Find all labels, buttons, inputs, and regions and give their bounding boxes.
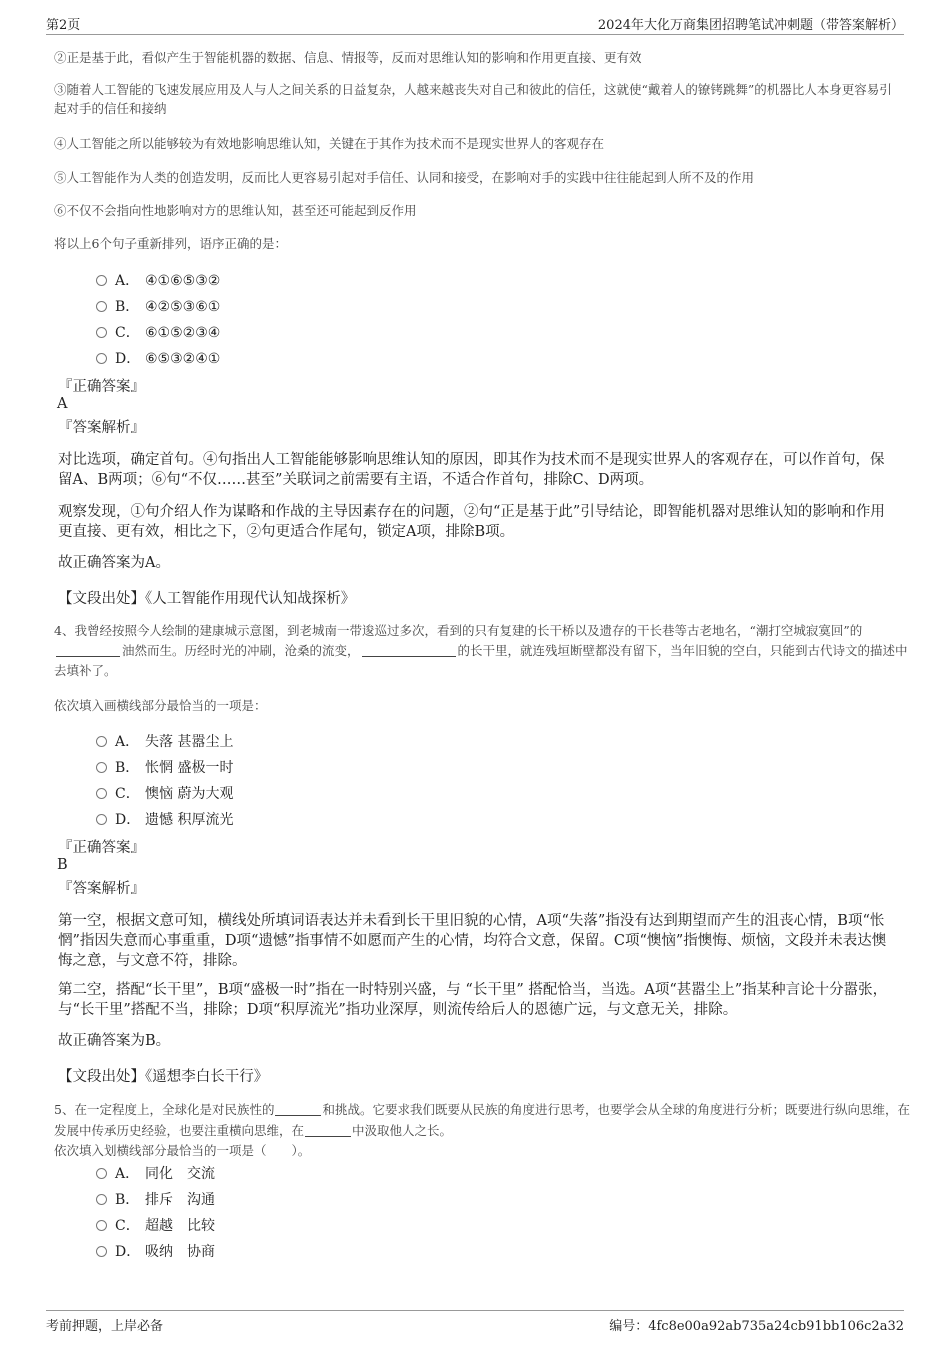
question-5-stem: 5、在一定程度上，全球化是对民族性的 和挑战。它要求我们既要从民族的角度进行思考，也要学会从全球的角度进行分析；既要进行纵向思维，在发展中传承历史经验，也要注重横向思维，在 中汲取他人之长。: [54, 1102, 910, 1138]
correct-answer: B: [57, 857, 68, 873]
q3-option-b[interactable]: B． ④②⑤③⑥①: [96, 297, 220, 317]
page-number: 第2页: [46, 18, 81, 33]
q3-option-c[interactable]: C． ⑥①⑤②③④: [96, 323, 220, 343]
q4-option-c[interactable]: C． 懊恼 蔚为大观: [96, 784, 233, 804]
question-prompt: 依次填入画横线部分最恰当的一项是：: [54, 698, 267, 713]
analysis-label: 『答案解析』: [58, 420, 145, 436]
radio-icon[interactable]: [96, 327, 107, 338]
radio-icon[interactable]: [96, 301, 107, 312]
radio-icon[interactable]: [96, 1220, 107, 1231]
q4-option-b[interactable]: B． 怅惘 盛极一时: [96, 758, 233, 778]
q4-option-a[interactable]: A． 失落 甚嚣尘上: [96, 732, 233, 752]
analysis-paragraph: 第二空，搭配“长干里”，B项“盛极一时”指在一时特别兴盛，与 “长干里” 搭配恰当，当选。A项“甚嚣尘上”指某种言论十分嚣张，与“长干里”搭配不当，排除；D项“积厚流光”指功业深厚，则流传给后人的恩德广远，与文意无关，排除。: [58, 982, 888, 1018]
radio-icon[interactable]: [96, 1194, 107, 1205]
source-citation: 【文段出处】《人工智能作用现代认知战探析》: [58, 591, 356, 607]
question-prompt: 依次填入划横线部分最恰当的一项是（ ）。: [54, 1143, 311, 1158]
answer-label: 『正确答案』: [58, 840, 145, 856]
radio-icon[interactable]: [96, 788, 107, 799]
sentence-5: ⑤人工智能作为人类的创造发明，反而比人更容易引起对手信任、认同和接受，在影响对手的实践中往往能起到人所不及的作用: [54, 170, 755, 185]
q5-option-c[interactable]: C． 超越 比较: [96, 1216, 215, 1236]
sentence-4: ④人工智能之所以能够较为有效地影响思维认知，关键在于其作为技术而不是现实世界人的客观存在: [54, 136, 605, 151]
blank-2: [362, 642, 456, 657]
q3-option-a[interactable]: A． ④①⑥⑤③②: [96, 271, 220, 291]
radio-icon[interactable]: [96, 1246, 107, 1257]
document-title: 2024年大化万商集团招聘笔试冲刺题（带答案解析）: [597, 18, 904, 33]
q5-option-d[interactable]: D． 吸纳 协商: [96, 1242, 215, 1262]
radio-icon[interactable]: [96, 1168, 107, 1179]
sentence-2: ②正是基于此，看似产生于智能机器的数据、信息、情报等，反而对思维认知的影响和作用更直接、更有效: [54, 50, 642, 65]
answer-label: 『正确答案』: [58, 379, 145, 395]
analysis-conclusion: 故正确答案为B。: [58, 1033, 171, 1049]
radio-icon[interactable]: [96, 353, 107, 364]
analysis-paragraph: 第一空，根据文意可知，横线处所填词语表达并未看到长干里旧貌的心情，A项“失落”指没有达到期望而产生的沮丧心情，B项“怅惘”指因失意而心事重重，D项“遗憾”指事情不如愿而产生的心情，均符合文意，保留。C项“懊恼”指懊悔、烦恼，文段并未表达懊悔之意，与文意不符，排除。: [58, 913, 887, 969]
radio-icon[interactable]: [96, 762, 107, 773]
document-code: 编号：4fc8e00a92ab735a24cb91bb106c2a32: [609, 1319, 904, 1334]
sentence-6: ⑥不仅不会指向性地影响对方的思维认知，甚至还可能起到反作用: [54, 203, 417, 218]
question-4-stem: 4、我曾经按照今人绘制的建康城示意图，到老城南一带逡巡过多次，看到的只有复建的长干桥以及遗存的干长巷等古老地名，“潮打空城寂寞回”的油然而生。历经时光的冲刷，沧桑的流变， 的长干里，就连残垣断壁都没有留下，当年旧貌的空白，只能到古代诗文的描述中去填补了。: [54, 623, 908, 678]
analysis-conclusion: 故正确答案为A。: [58, 555, 170, 571]
analysis-paragraph: 对比选项，确定首句。④句指出人工智能能够影响思维认知的原因，即其作为技术而不是现实世界人的客观存在，可以作首句，保留A、B两项；⑥句“不仅……甚至”关联词之前需要有主语，不适合作首句，排除C、D两项。: [58, 452, 885, 488]
q5-option-a[interactable]: A． 同化 交流: [96, 1164, 215, 1184]
sentence-3: ③随着人工智能的飞速发展应用及人与人之间关系的日益复杂，人越来越丧失对自己和彼此的信任，这就使“戴着人的镣铐跳舞”的机器比人本身更容易引起对手的信任和接纳: [54, 82, 892, 116]
q4-option-d[interactable]: D． 遗憾 积厚流光: [96, 810, 233, 830]
footer-slogan: 考前押题，上岸必备: [46, 1319, 164, 1334]
blank-1: [56, 642, 120, 657]
correct-answer: A: [57, 396, 68, 412]
radio-icon[interactable]: [96, 736, 107, 747]
q5-option-b[interactable]: B． 排斥 沟通: [96, 1190, 215, 1210]
page-header: [46, 14, 904, 35]
blank-2: [305, 1122, 351, 1137]
question-prompt: 将以上6个句子重新排列，语序正确的是：: [54, 236, 287, 251]
q3-option-d[interactable]: D． ⑥⑤③②④①: [96, 349, 220, 369]
radio-icon[interactable]: [96, 275, 107, 286]
radio-icon[interactable]: [96, 814, 107, 825]
page-footer: [46, 1310, 904, 1335]
source-citation: 【文段出处】《遥想李白长干行》: [58, 1069, 269, 1085]
analysis-label: 『答案解析』: [58, 881, 145, 897]
analysis-paragraph: 观察发现，①句介绍人作为谋略和作战的主导因素存在的问题，②句“正是基于此”引导结论，即智能机器对思维认知的影响和作用更直接、更有效，相比之下，②句更适合作尾句，锁定A项，排除B项。: [58, 504, 885, 540]
blank-1: [275, 1101, 321, 1116]
